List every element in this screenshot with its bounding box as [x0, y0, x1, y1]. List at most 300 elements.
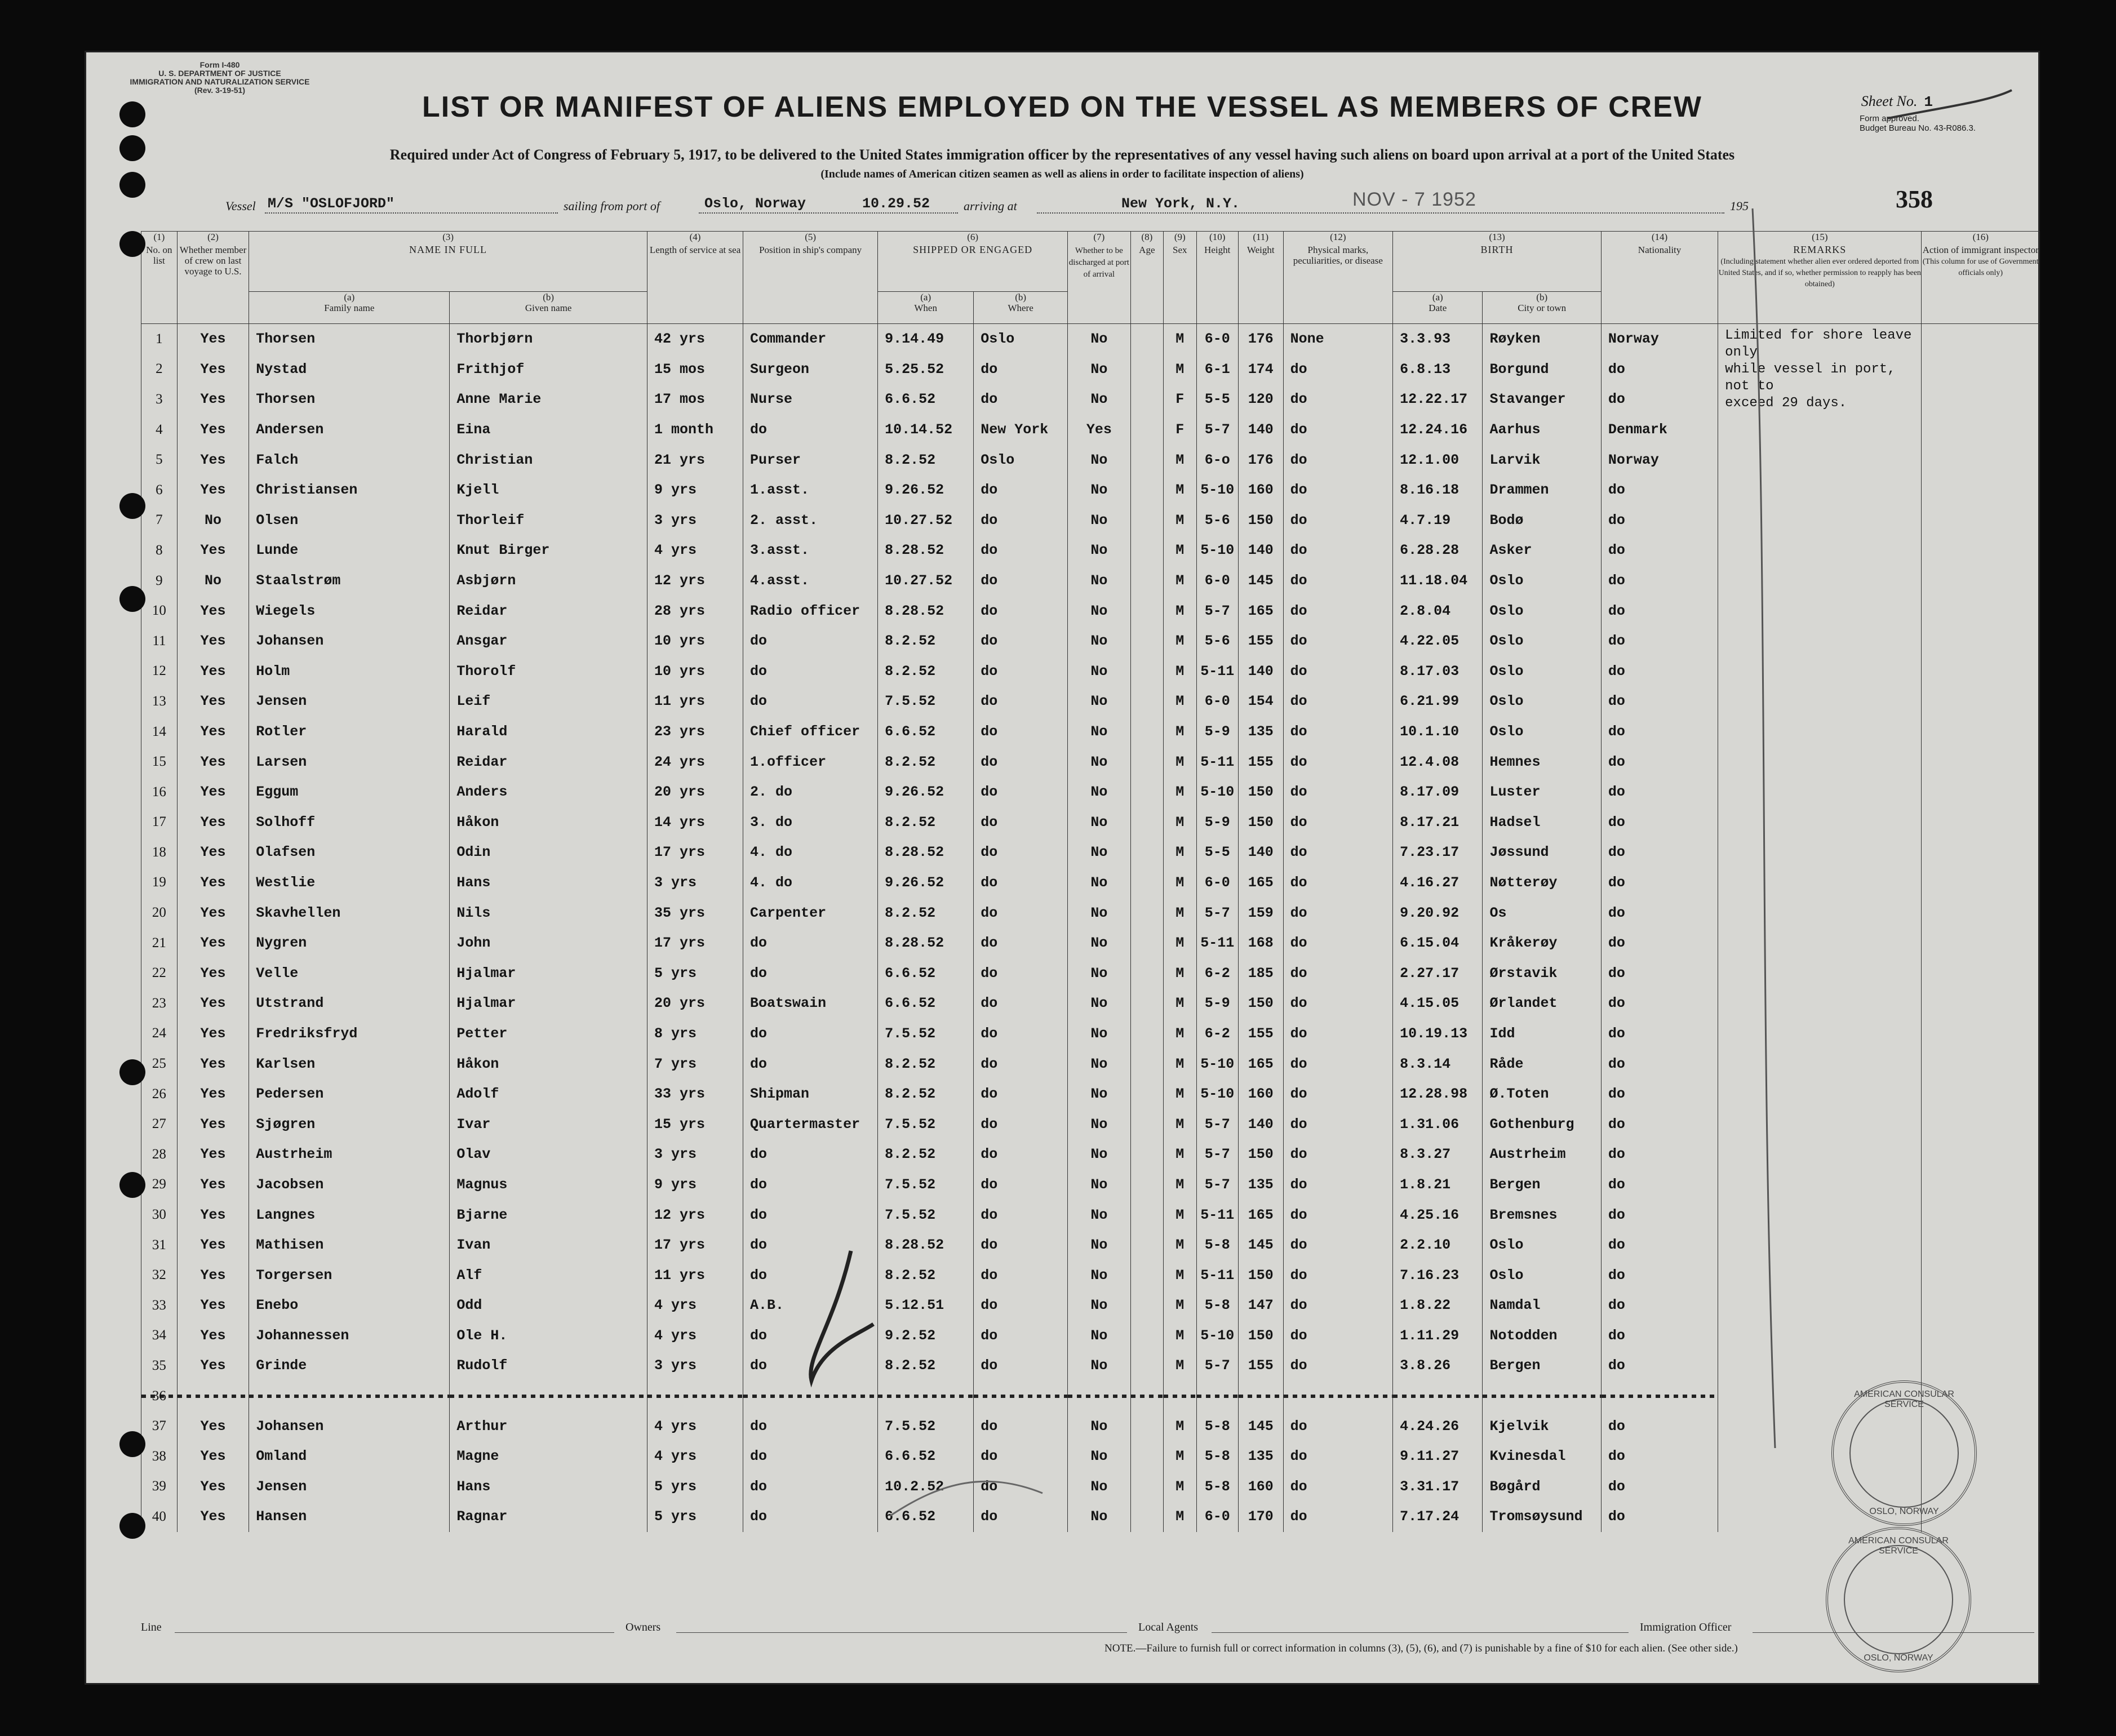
cell-weight: 145 — [1238, 566, 1283, 596]
cell-where: do — [974, 777, 1068, 807]
cell-marks: do — [1283, 1321, 1392, 1351]
col-remarks: (15) REMARKS (Including statement whether alien ever ordered deported from United States, and if so, whether permission to reapply has been obtained) — [1718, 232, 1922, 324]
cell-sex: M — [1164, 1351, 1196, 1381]
punch-hole — [119, 135, 145, 161]
cell-no: 6 — [141, 475, 178, 505]
cell-family: Langnes — [249, 1200, 450, 1230]
cell-marks: do — [1283, 384, 1392, 415]
cell-bcity: Oslo — [1483, 656, 1601, 687]
cell-no: 25 — [141, 1049, 178, 1079]
cell-disch: No — [1068, 1502, 1131, 1532]
cell-height: 5-10 — [1196, 777, 1238, 807]
cell-when: 8.28.52 — [878, 1230, 974, 1260]
cell-position: 2. do — [743, 777, 878, 807]
cell-prev: No — [177, 566, 249, 596]
cell-sex: M — [1164, 1502, 1196, 1532]
cell-service: 3 yrs — [647, 1139, 743, 1170]
cell-bcity: Råde — [1483, 1049, 1601, 1079]
cell-marks: do — [1283, 837, 1392, 868]
cell-no: 32 — [141, 1260, 178, 1290]
punch-hole — [119, 586, 145, 612]
cell-when: 8.2.52 — [878, 1139, 974, 1170]
cell-no: 29 — [141, 1170, 178, 1200]
cell-bdate: 7.16.23 — [1393, 1260, 1483, 1290]
cell-when: 6.6.52 — [878, 958, 974, 988]
cell-bcity: Notodden — [1483, 1321, 1601, 1351]
cell-height: 5-7 — [1196, 415, 1238, 445]
cell-family: Karlsen — [249, 1049, 450, 1079]
cell-service: 10 yrs — [647, 656, 743, 687]
col-shipped-when: (a) When — [878, 292, 974, 324]
cell-no: 5 — [141, 445, 178, 475]
col-family-name: (a) Family name — [249, 292, 450, 324]
cell-no: 34 — [141, 1321, 178, 1351]
cell-height: 5-7 — [1196, 1351, 1238, 1381]
cell-disch: No — [1068, 656, 1131, 687]
cell-position: do — [743, 928, 878, 958]
cell-family: Lunde — [249, 535, 450, 566]
cell-prev: Yes — [177, 686, 249, 717]
cell-position: do — [743, 1472, 878, 1502]
cell-marks: do — [1283, 868, 1392, 898]
cell-prev: Yes — [177, 384, 249, 415]
cell-height: 5-9 — [1196, 807, 1238, 838]
cell-family: Torgersen — [249, 1260, 450, 1290]
cell-family: Johansen — [249, 1411, 450, 1441]
cell-sex: M — [1164, 988, 1196, 1019]
cell-disch: No — [1068, 1230, 1131, 1260]
cell-disch: No — [1068, 717, 1131, 747]
cell-sex: M — [1164, 596, 1196, 626]
cell-family: Grinde — [249, 1351, 450, 1381]
cell-height: 6-0 — [1196, 1502, 1238, 1532]
cell-height: 5-7 — [1196, 1170, 1238, 1200]
cell-bdate: 4.16.27 — [1393, 868, 1483, 898]
page-number: 358 — [1896, 185, 1933, 213]
cell-family: Jacobsen — [249, 1170, 450, 1200]
cell-marks: do — [1283, 928, 1392, 958]
cell-position: do — [743, 1441, 878, 1472]
cell-when: 8.2.52 — [878, 1079, 974, 1109]
cell-bdate: 3.31.17 — [1393, 1472, 1483, 1502]
cell-given: Ivan — [450, 1230, 647, 1260]
cell-prev: Yes — [177, 656, 249, 687]
cell-disch: No — [1068, 958, 1131, 988]
cell-service: 28 yrs — [647, 596, 743, 626]
cell-bcity: Luster — [1483, 777, 1601, 807]
cell-bdate: 1.11.29 — [1393, 1321, 1483, 1351]
cell-prev: Yes — [177, 717, 249, 747]
cell-family: Andersen — [249, 415, 450, 445]
cell-sex: M — [1164, 1139, 1196, 1170]
cell-when: 7.5.52 — [878, 1109, 974, 1139]
cell-service: 24 yrs — [647, 747, 743, 777]
footer-immigration-officer-label: Immigration Officer — [1640, 1621, 1732, 1633]
cell-where: do — [974, 1441, 1068, 1472]
cell-position: 4. do — [743, 868, 878, 898]
cell-no: 19 — [141, 868, 178, 898]
cell-where: do — [974, 475, 1068, 505]
cell-service: 4 yrs — [647, 1441, 743, 1472]
agent-signature-scribble — [890, 1481, 1043, 1516]
cell-bdate: 1.8.22 — [1393, 1290, 1483, 1321]
punch-hole — [119, 231, 145, 257]
cell-prev: Yes — [177, 898, 249, 928]
cell-when: 8.2.52 — [878, 747, 974, 777]
cell-sex: M — [1164, 1200, 1196, 1230]
sailing-label: sailing from port of — [564, 199, 660, 213]
cell-given: Knut Birger — [450, 535, 647, 566]
cell-position: do — [743, 1200, 878, 1230]
cell-service: 17 yrs — [647, 1230, 743, 1260]
cell-when: 9.26.52 — [878, 475, 974, 505]
cell-height: 5-9 — [1196, 717, 1238, 747]
cell-no: 40 — [141, 1502, 178, 1532]
cell-weight: 145 — [1238, 1230, 1283, 1260]
arriving-label: arriving at — [964, 199, 1017, 213]
cell-service: 5 yrs — [647, 1472, 743, 1502]
cell-where: do — [974, 837, 1068, 868]
cell-weight: 150 — [1238, 1139, 1283, 1170]
cell-bcity: Kråkerøy — [1483, 928, 1601, 958]
cell-bcity: Kvinesdal — [1483, 1441, 1601, 1472]
cell-height: 5-11 — [1196, 747, 1238, 777]
cell-position: do — [743, 1502, 878, 1532]
cell-sex: M — [1164, 1290, 1196, 1321]
vessel-name: M/S "OSLOFJORD" — [268, 196, 395, 212]
cell-bdate: 8.17.21 — [1393, 807, 1483, 838]
cell-nat: do — [1601, 807, 1718, 838]
cell-given: Magnus — [450, 1170, 647, 1200]
cell-disch: Yes — [1068, 415, 1131, 445]
cell-disch: No — [1068, 1351, 1131, 1381]
cell-nat: do — [1601, 1260, 1718, 1290]
cell-prev: Yes — [177, 747, 249, 777]
cell-position: 1.asst. — [743, 475, 878, 505]
cell-given: Nils — [450, 898, 647, 928]
cell-bcity: Asker — [1483, 535, 1601, 566]
cell-given: Hans — [450, 1472, 647, 1502]
cell-disch: No — [1068, 1109, 1131, 1139]
cell-no: 35 — [141, 1351, 178, 1381]
cell-bcity: Bøgård — [1483, 1472, 1601, 1502]
cell-marks: do — [1283, 1139, 1392, 1170]
cell-marks: do — [1283, 1411, 1392, 1441]
col-age: (8) Age — [1130, 232, 1163, 324]
cell-when: 7.5.52 — [878, 1170, 974, 1200]
cell-bcity: Namdal — [1483, 1290, 1601, 1321]
cell-weight: 160 — [1238, 1472, 1283, 1502]
punch-hole — [119, 101, 145, 127]
cell-where: do — [974, 717, 1068, 747]
cell-weight: 135 — [1238, 717, 1283, 747]
cell-sex: M — [1164, 868, 1196, 898]
col-position: (5) Position in ship's company — [743, 232, 878, 324]
cell-where: do — [974, 928, 1068, 958]
cell-position: 4.asst. — [743, 566, 878, 596]
cell-where: do — [974, 656, 1068, 687]
remarks-cell: Limited for shore leave only while vessel in port, not to exceed 29 days. — [1718, 324, 1922, 1532]
cell-service: 12 yrs — [647, 566, 743, 596]
cell-nat: do — [1601, 1230, 1718, 1260]
cell-weight: 155 — [1238, 747, 1283, 777]
cell-no: 15 — [141, 747, 178, 777]
cell-nat: do — [1601, 777, 1718, 807]
cell-weight: 150 — [1238, 988, 1283, 1019]
cell-height: 5-5 — [1196, 837, 1238, 868]
punch-hole — [119, 1172, 145, 1198]
cell-service: 14 yrs — [647, 807, 743, 838]
cell-height: 5-11 — [1196, 1200, 1238, 1230]
cell-marks: do — [1283, 354, 1392, 385]
cell-bcity: Bodø — [1483, 505, 1601, 536]
cell-sex: M — [1164, 1109, 1196, 1139]
cell-given: Adolf — [450, 1079, 647, 1109]
cell-weight: 174 — [1238, 354, 1283, 385]
cell-disch: No — [1068, 1411, 1131, 1441]
year-label: 195 — [1730, 199, 1749, 213]
cell-service: 17 mos — [647, 384, 743, 415]
cell-prev: Yes — [177, 1441, 249, 1472]
cell-weight: 154 — [1238, 686, 1283, 717]
cell-position: do — [743, 1049, 878, 1079]
cell-no: 1 — [141, 324, 178, 354]
cell-nat: do — [1601, 1079, 1718, 1109]
cell-bdate: 4.15.05 — [1393, 988, 1483, 1019]
cell-weight: 140 — [1238, 415, 1283, 445]
arrival-date-stamp: NOV - 7 1952 — [1352, 189, 1476, 210]
cell-disch: No — [1068, 868, 1131, 898]
cell-when: 8.2.52 — [878, 898, 974, 928]
cell-nat: do — [1601, 1411, 1718, 1441]
cell-position: do — [743, 1019, 878, 1049]
cell-disch: No — [1068, 1200, 1131, 1230]
cell-family: Fredriksfryd — [249, 1019, 450, 1049]
form-approval: Form approved. Budget Bureau No. 43-R086.3. — [1860, 114, 1976, 133]
cell-family: Olafsen — [249, 837, 450, 868]
cell-sex: M — [1164, 1260, 1196, 1290]
cell-disch: No — [1068, 898, 1131, 928]
cell-where: do — [974, 1351, 1068, 1381]
cell-no: 20 — [141, 898, 178, 928]
cell-nat: Denmark — [1601, 415, 1718, 445]
cell-height: 5-8 — [1196, 1472, 1238, 1502]
cell-weight: 140 — [1238, 1109, 1283, 1139]
cell-sex: M — [1164, 807, 1196, 838]
cell-where: Oslo — [974, 445, 1068, 475]
cell-sex: M — [1164, 837, 1196, 868]
cell-marks: None — [1283, 324, 1392, 354]
cell-given: Leif — [450, 686, 647, 717]
col-given-name: (b) Given name — [450, 292, 647, 324]
cell-no: 16 — [141, 777, 178, 807]
cell-where: do — [974, 868, 1068, 898]
cell-no: 24 — [141, 1019, 178, 1049]
cell-service: 20 yrs — [647, 777, 743, 807]
cell-service: 11 yrs — [647, 686, 743, 717]
cell-no: 23 — [141, 988, 178, 1019]
cell-weight: 145 — [1238, 1411, 1283, 1441]
cell-nat: do — [1601, 1321, 1718, 1351]
cell-family: Skavhellen — [249, 898, 450, 928]
cell-family: Thorsen — [249, 384, 450, 415]
cell-prev: Yes — [177, 1290, 249, 1321]
cell-when: 6.6.52 — [878, 1502, 974, 1532]
cell-nat: Norway — [1601, 324, 1718, 354]
cell-nat: do — [1601, 354, 1718, 385]
cell-sex: M — [1164, 324, 1196, 354]
cell-when: 8.28.52 — [878, 837, 974, 868]
cell-nat: do — [1601, 1441, 1718, 1472]
cell-weight: 176 — [1238, 445, 1283, 475]
cell-position: Carpenter — [743, 898, 878, 928]
cell-where: do — [974, 1260, 1068, 1290]
cell-where: do — [974, 626, 1068, 656]
cell-given: Olav — [450, 1139, 647, 1170]
cell-position: do — [743, 1411, 878, 1441]
cell-marks: do — [1283, 656, 1392, 687]
cell-height: 5-10 — [1196, 1049, 1238, 1079]
cell-height: 5-9 — [1196, 988, 1238, 1019]
cell-disch: No — [1068, 1260, 1131, 1290]
cell-marks: do — [1283, 1079, 1392, 1109]
cell-service: 23 yrs — [647, 717, 743, 747]
cell-nat: do — [1601, 1109, 1718, 1139]
cell-no: 14 — [141, 717, 178, 747]
cell-disch: No — [1068, 324, 1131, 354]
cell-disch: No — [1068, 505, 1131, 536]
cell-weight: 140 — [1238, 656, 1283, 687]
cell-position: do — [743, 1170, 878, 1200]
col-birth: (13) BIRTH — [1393, 232, 1602, 292]
cell-prev: Yes — [177, 928, 249, 958]
cell-where: do — [974, 807, 1068, 838]
cell-marks: do — [1283, 1290, 1392, 1321]
cell-given: Reidar — [450, 596, 647, 626]
cell-marks: do — [1283, 988, 1392, 1019]
cell-bcity: Bremsnes — [1483, 1200, 1601, 1230]
cell-bcity: Aarhus — [1483, 415, 1601, 445]
cell-bcity: Oslo — [1483, 566, 1601, 596]
cell-no: 4 — [141, 415, 178, 445]
cell-height: 6-0 — [1196, 324, 1238, 354]
cell-where: do — [974, 898, 1068, 928]
cell-bcity: Idd — [1483, 1019, 1601, 1049]
cell-prev: Yes — [177, 535, 249, 566]
cell-given: Alf — [450, 1260, 647, 1290]
cell-when: 8.2.52 — [878, 807, 974, 838]
cell-nat: do — [1601, 928, 1718, 958]
cell-nat: do — [1601, 1472, 1718, 1502]
cell-disch: No — [1068, 1079, 1131, 1109]
cell-position: Quartermaster — [743, 1109, 878, 1139]
cell-given: Magne — [450, 1441, 647, 1472]
cell-bcity: Drammen — [1483, 475, 1601, 505]
cell-family: Hansen — [249, 1502, 450, 1532]
cell-bcity: Jøssund — [1483, 837, 1601, 868]
cell-height: 6-2 — [1196, 958, 1238, 988]
cell-family: Holm — [249, 656, 450, 687]
cell-when: 9.14.49 — [878, 324, 974, 354]
cell-position: 1.officer — [743, 747, 878, 777]
cell-bdate: 8.3.27 — [1393, 1139, 1483, 1170]
cell-disch: No — [1068, 1139, 1131, 1170]
cell-where: do — [974, 686, 1068, 717]
cell-disch: No — [1068, 1019, 1131, 1049]
cell-height: 5-6 — [1196, 505, 1238, 536]
cell-weight: 185 — [1238, 958, 1283, 988]
cell-given: Christian — [450, 445, 647, 475]
cell-disch: No — [1068, 354, 1131, 385]
cell-position: do — [743, 686, 878, 717]
cell-sex: M — [1164, 505, 1196, 536]
cell-prev: No — [177, 505, 249, 536]
cell-prev: Yes — [177, 596, 249, 626]
cell-no: 39 — [141, 1472, 178, 1502]
cell-family: Olsen — [249, 505, 450, 536]
cell-position: 3.asst. — [743, 535, 878, 566]
cell-bcity: Larvik — [1483, 445, 1601, 475]
cell-bdate: 8.17.03 — [1393, 656, 1483, 687]
cell-where: do — [974, 596, 1068, 626]
cell-where: do — [974, 1139, 1068, 1170]
cell-disch: No — [1068, 988, 1131, 1019]
sailing-date: 10.29.52 — [862, 196, 930, 212]
cell-weight: 135 — [1238, 1170, 1283, 1200]
cell-service: 4 yrs — [647, 1411, 743, 1441]
cell-bdate: 12.28.98 — [1393, 1079, 1483, 1109]
pencil-check-mark — [811, 1251, 873, 1380]
cell-prev: Yes — [177, 1321, 249, 1351]
cell-position: Boatswain — [743, 988, 878, 1019]
cell-sex: M — [1164, 1019, 1196, 1049]
cell-nat: Norway — [1601, 445, 1718, 475]
cell-marks: do — [1283, 1502, 1392, 1532]
sailing-port: Oslo, Norway — [704, 196, 806, 212]
cell-sex: M — [1164, 1321, 1196, 1351]
cell-given: Anders — [450, 777, 647, 807]
cell-service: 4 yrs — [647, 535, 743, 566]
col-birth-city: (b) City or town — [1483, 292, 1601, 324]
cell-bdate: 9.11.27 — [1393, 1441, 1483, 1472]
punch-hole — [119, 1513, 145, 1539]
cell-weight: 150 — [1238, 1260, 1283, 1290]
cell-service: 15 mos — [647, 354, 743, 385]
cell-service: 9 yrs — [647, 1170, 743, 1200]
cell-when: 8.2.52 — [878, 1049, 974, 1079]
cell-when: 8.28.52 — [878, 596, 974, 626]
cell-height: 5-10 — [1196, 475, 1238, 505]
cell-marks: do — [1283, 475, 1392, 505]
cell-prev: Yes — [177, 475, 249, 505]
cell-sex: M — [1164, 566, 1196, 596]
cell-no: 30 — [141, 1200, 178, 1230]
cell-family: Pedersen — [249, 1079, 450, 1109]
cell-sex: M — [1164, 686, 1196, 717]
cell-bcity: Os — [1483, 898, 1601, 928]
col-length-of-service: (4) Length of service at sea — [647, 232, 743, 324]
cell-family: Austrheim — [249, 1139, 450, 1170]
cell-marks: do — [1283, 415, 1392, 445]
handwritten-marks — [85, 51, 2040, 1685]
penalty-note: NOTE.—Failure to furnish full or correct information in columns (3), (5), (6), and (7) is punishable by a fine of $10 for each alien. (See other side.) — [1104, 1642, 1738, 1654]
cell-bcity: Oslo — [1483, 626, 1601, 656]
cell-height: 5-8 — [1196, 1230, 1238, 1260]
cell-sex: M — [1164, 928, 1196, 958]
cell-disch: No — [1068, 626, 1131, 656]
cell-bdate: 10.19.13 — [1393, 1019, 1483, 1049]
cell-position: do — [743, 1230, 878, 1260]
